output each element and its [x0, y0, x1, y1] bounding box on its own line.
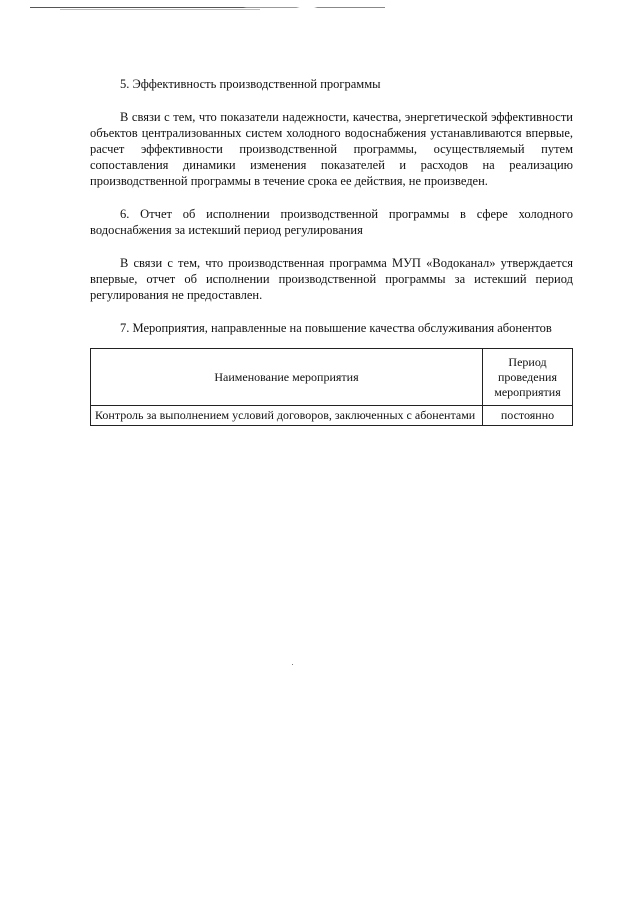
table-row — [91, 406, 573, 426]
column-header-name: Наименование мероприятия — [91, 349, 483, 406]
scan-artifact-line — [60, 9, 260, 10]
table-header-row — [91, 349, 573, 406]
section-5-text: В связи с тем, что показатели надежности, качества, энергетической эффективности объектов централизованных систем холодного водоснабжения устанавливаются впервые, расчет эффективности производственной программы, осуществляемый путем сопоставления динамики изменения показателей и расходов на реализацию производственной программы в течение срока ее действия, не произведен. — [90, 110, 573, 188]
column-header-period: Период проведения мероприятия — [483, 349, 573, 406]
scan-speck — [292, 664, 293, 665]
document-body — [90, 76, 573, 426]
measure-name-cell: Контроль за выполнением условий договоров, заключенных с абонентами — [91, 406, 483, 426]
section-6-text: В связи с тем, что производственная программа МУП «Водоканал» утверждается впервые, отчет об исполнении производственной программы за истекший период регулирования не предоставлен. — [90, 256, 573, 302]
section-6-heading: 6. Отчет об исполнении производственной программы в сфере холодного водоснабжения за истекший период регулирования — [90, 207, 573, 237]
measure-period-cell: постоянно — [483, 406, 573, 426]
section-5-heading: 5. Эффективность производственной программы — [120, 77, 381, 91]
section-7-heading: 7. Мероприятия, направленные на повышение качества обслуживания абонентов — [120, 321, 552, 335]
scan-artifact-line — [30, 7, 385, 8]
measures-table — [90, 348, 573, 426]
